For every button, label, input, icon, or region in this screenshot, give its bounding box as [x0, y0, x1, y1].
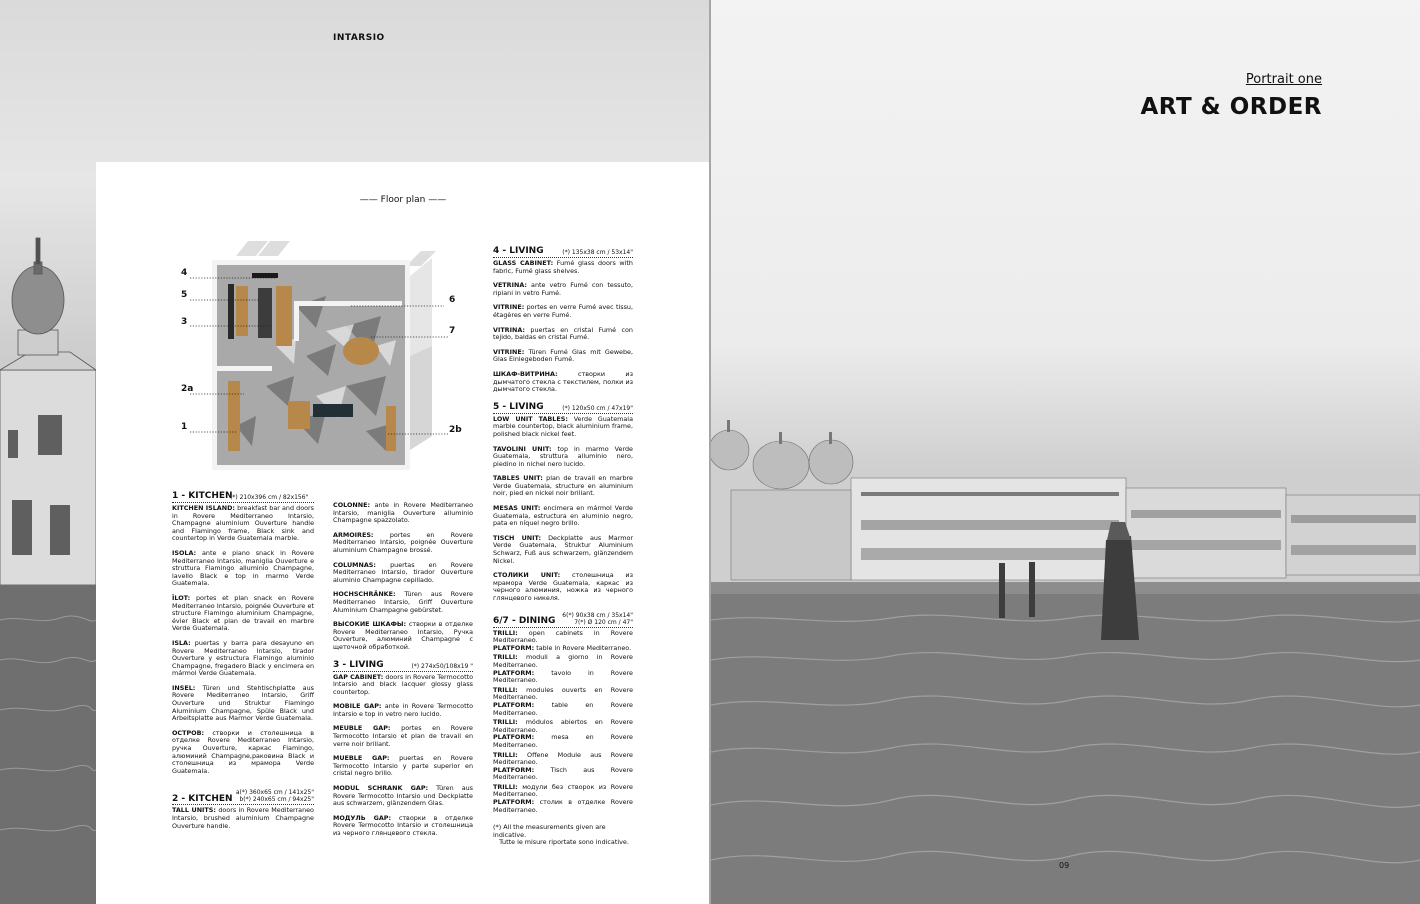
desc-item: HOCHSCHRÄNKE: Türen aus Rovere Mediterraneo Intarsio, Griff Ouverture Aluminium Champagne gebürstet.: [333, 590, 473, 614]
desc-item: TABLES UNIT: plan de travail en marbre Verde Guatemala, structure en aluminium noir, pied en nickel noir brillant.: [493, 474, 633, 498]
desc-item: KITCHEN ISLAND: breakfast bar and doors in Rovere Mediterraneo Intarsio, Champagne aluminium Ouverture handle and Flamingo frame, Black sink and countertop in Verde Guatemala marble.: [172, 504, 314, 543]
section-heading-kitchen-1: 1 - KITCHEN (*) 210x396 cm / 82x156": [172, 490, 314, 503]
page-number: 09: [1059, 861, 1070, 870]
desc-item: TALL UNITS: doors in Rovere Mediterraneo Intarsio, brushed aluminium Champagne Ouverture handle.: [172, 806, 314, 830]
desc-item: ВЫСОКИЕ ШКАФЫ: створки в отделке Rovere Mediterraneo Intarsio, Ручка Ouverture, алюминий Champagne с щеточной обработкой.: [333, 620, 473, 651]
section-heading-living-5: 5 - LIVING (*) 120x50 cm / 47x19": [493, 402, 633, 413]
desc-item: TAVOLINI UNIT: top in marmo Verde Guatemala, struttura alluminio nero, piedino in nichel nero lucido.: [493, 444, 633, 468]
desc-item: ISOLA: ante e piano snack in Rovere Mediterraneo Intarsio, maniglia Ouverture e struttura Flamingo alluminio Champagne, lavello Black e top in marmo Verde Guatemala.: [172, 548, 314, 588]
desc-item: TRILLI: open cabinets in Rovere Mediterraneo. PLATFORM: table in Rovere Mediterraneo.: [493, 628, 633, 652]
desc-item: TRILLI: модули без створок из Rovere Mediterraneo. PLATFORM: столик в отделке Rovere Mediterraneo.: [493, 782, 633, 814]
floor-plan-panel: [96, 162, 710, 904]
desc-item: ОСТРОВ: створки и столешница в отделке Rovere Mediterraneo Intarsio, ручка Ouverture, каркас Flamingo, алюминий Champagne,раковина Black и столешница из мрамора Verde Guatemala.: [172, 728, 314, 775]
section-heading-living-3: 3 - LIVING (*) 274x50/108x19 ": [333, 659, 473, 670]
desc-item: ISLA: puertas y barra para desayuno en Rovere Mediterraneo Intarsio, tirador Ouverture y estructura Flamingo aluminio Champagne, fregadero Black y encimera en mármol Verde Guatemala.: [172, 638, 314, 678]
column-kitchen-living: [333, 502, 473, 845]
desc-item: VITRINA: puertas en cristal Fumé con tejido, baldas en cristal Fumé.: [493, 325, 633, 342]
plan-label-6: 6: [449, 295, 456, 305]
desc-item: MUEBLE GAP: puertas en Rovere Termocotto Intarsio y parte superior en cristal negro brillo.: [333, 754, 473, 778]
plan-label-1: 1: [181, 422, 188, 432]
desc-item: TRILLI: modules ouverts en Rovere Mediterraneo. PLATFORM: table en Rovere Mediterraneo.: [493, 685, 633, 717]
plan-label-2a: 2a: [181, 384, 194, 394]
desc-item: TRILLI: Offene Module aus Rovere Mediterraneo. PLATFORM: Tisch aus Rovere Mediterraneo.: [493, 750, 633, 782]
column-kitchen: [172, 490, 314, 837]
right-page: [711, 0, 1420, 904]
portrait-kicker: Portrait one: [1245, 72, 1322, 87]
measurement-footnote: (*) All the measurements given are indicative. Tutte le misure riportate sono indicative.: [493, 823, 629, 847]
desc-item: VETRINA: ante vetro Fumé con tessuto, ripiani in vetro Fumé.: [493, 281, 633, 297]
desc-item: TRILLI: moduli a giorno in Rovere Mediterraneo. PLATFORM: tavolo in Rovere Mediterraneo.: [493, 653, 633, 685]
desc-item: СТОЛИКИ UNIT: столешница из мрамора Verde Guatemala, каркас из черного алюминия, ножка из черного глянцевого никеля.: [493, 571, 633, 602]
desc-item: TISCH UNIT: Deckplatte aus Marmor Verde Guatemala, Struktur Aluminium Schwarz, Fuß aus schwarzem, glänzendem Nickel.: [493, 533, 633, 565]
desc-item: VITRINE: portes en verre Fumé avec tissu, étagères en verre Fumé.: [493, 303, 633, 319]
desc-item: МОДУЛЬ GAP: створки в отделке Rovere Termocotto Intarsio и столешница из черного глянцевого стекла.: [333, 813, 473, 837]
floor-plan-drawing: [176, 236, 466, 476]
desc-item: INSEL: Türen und Stehtischplatte aus Rovere Mediterraneo Intarsio, Griff Ouverture und Struktur Flamingo Aluminium Champagne, Spüle Black und Arbeitsplatte aus Marmor Verde Guatemala.: [172, 683, 314, 723]
desc-item: TRILLI: módulos abiertos en Rovere Mediterraneo. PLATFORM: mesa en Rovere Mediterraneo.: [493, 718, 633, 749]
desc-item: MODUL SCHRANK GAP: Türen aus Rovere Termocotto Intarsio und Deckplatte aus schwarzem, glänzendem Glas.: [333, 784, 473, 808]
desc-item: GLASS CABINET: Fumé glass doors with fabric, Fumé glass shelves.: [493, 259, 633, 275]
section-heading-living-4: 4 - LIVING (*) 135x38 cm / 53x14": [493, 246, 633, 257]
desc-item: ШКАФ-ВИТРИНА: створки из дымчатого стекла с текстилем, полки из дымчатого стекла.: [493, 369, 633, 394]
section-heading-dining: 6/7 - DINING 6(*) 90x38 cm / 35x14" 7(*) Ø 120 cm / 47": [493, 611, 633, 626]
venice-photo: [711, 0, 1420, 904]
desc-item: COLONNE: ante in Rovere Mediterraneo Intarsio, maniglia Ouverture alluminio Champagne spazzolato.: [333, 501, 473, 525]
floor-plan-title: —— Floor plan ——: [359, 195, 447, 205]
desc-item: MESAS UNIT: encimera en mármol Verde Guatemala, estructura en aluminio negro, pata en níquel negro brillo.: [493, 504, 633, 528]
desc-item: COLUMNAS: puertas en Rovere Mediterraneo Intarsio, tirador Ouverture aluminio Champagne cepillado.: [333, 560, 473, 584]
section-heading-kitchen-2: 2 - KITCHEN a(*) 360x65 cm / 141x25" b(*) 240x65 cm / 94x25": [172, 789, 314, 804]
plan-label-2b: 2b: [449, 425, 462, 435]
desc-item: MOBILE GAP: ante in Rovere Termocotto Intarsio e top in vetro nero lucido.: [333, 702, 473, 718]
plan-label-3: 3: [181, 317, 188, 327]
desc-item: LOW UNIT TABLES: Verde Guatemala marble countertop, black aluminium frame, polished black nickel feet.: [493, 414, 633, 438]
desc-item: GAP CABINET: doors in Rovere Termocotto Intarsio and black lacquer glossy glass countertop.: [333, 672, 474, 696]
desc-item: ARMOIRES: portes en Rovere Mediterraneo Intarsio, poignée Ouverture aluminium Champagne brossé.: [333, 530, 473, 554]
plan-label-7: 7: [449, 326, 456, 336]
page-title: ART & ORDER: [1140, 94, 1322, 120]
desc-item: VITRINE: Türen Fumé Glas mit Gewebe, Glas Einlegeboden Fumé.: [493, 347, 633, 364]
desc-item: ÎLOT: portes et plan snack en Rovere Mediterraneo Intarsio, poignée Ouverture et structure Flamingo aluminium Champagne, évier Black et plan de travail en marbre Verde Guatemala.: [172, 593, 314, 633]
desc-item: MEUBLE GAP: portes en Rovere Termocotto Intarsio et plan de travail en verre noir brillant.: [333, 724, 473, 748]
column-living-dining: [493, 245, 633, 854]
plan-label-4: 4: [181, 268, 188, 278]
plan-label-5: 5: [181, 290, 188, 300]
running-head: INTARSIO: [333, 33, 385, 43]
